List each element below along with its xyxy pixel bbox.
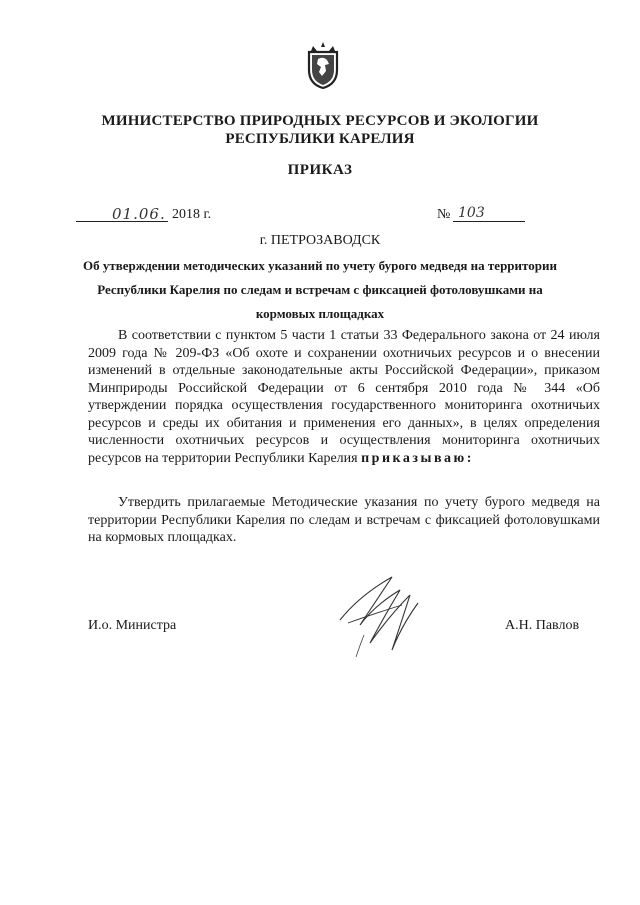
handwritten-number: 103 [458, 205, 485, 221]
number-label: № [437, 207, 451, 222]
resolution-paragraph: Утвердить прилагаемые Методические указания по учету бурого медведя на территории Республики Карелия по следам и встречам с фиксацией фотоловушками на кормовых площадках. [88, 495, 600, 545]
ministry-name-line1: МИНИСТЕРСТВО ПРИРОДНЫХ РЕСУРСОВ И ЭКОЛОГИИ [101, 113, 539, 129]
number-underline [453, 221, 525, 222]
subject-line2: Республики Карелия по следам и встречам с фиксацией фотоловушками на [97, 282, 543, 297]
order-word: приказываю: [361, 450, 474, 466]
handwritten-date: 01.06. [112, 205, 166, 223]
signatory-title: И.о. Министра [88, 618, 177, 633]
city-name: г. ПЕТРОЗАВОДСК [259, 233, 381, 248]
order-year: 2018 г. [172, 207, 212, 222]
ministry-name-line2: РЕСПУБЛИКИ КАРЕЛИЯ [225, 131, 415, 147]
signatory-name: А.Н. Павлов [505, 618, 580, 633]
preamble-text: В соответствии с пунктом 5 части 1 статьи 33 Федерального закона от 24 июля 2009 года № 209-ФЗ «Об охоте и сохранении охотничьих ресурсов и о внесении изменений в отдельные законодательные акты Российской Федерации», приказом Минприроды Российской Федерации от 6 сентября 2010 года № 344 «Об утверждении порядка осуществления государственного мониторинга охотничьих ресурсов и среды их обитания и применения его данных», в целях определения численности охотничьих ресурсов и осуществления мониторинга охотничьих ресурсов на территории Республики Карелия [88, 328, 600, 466]
handwritten-signature-icon [330, 565, 440, 665]
order-title: ПРИКАЗ [287, 162, 353, 178]
preamble-paragraph [88, 327, 600, 467]
subject-line1: Об утверждении методических указаний по учету бурого медведя на территории [83, 258, 557, 273]
karelia-emblem-icon [305, 40, 341, 90]
order-subject [80, 254, 560, 326]
subject-line3: кормовых площадках [255, 306, 385, 321]
date-number-row [0, 205, 640, 227]
